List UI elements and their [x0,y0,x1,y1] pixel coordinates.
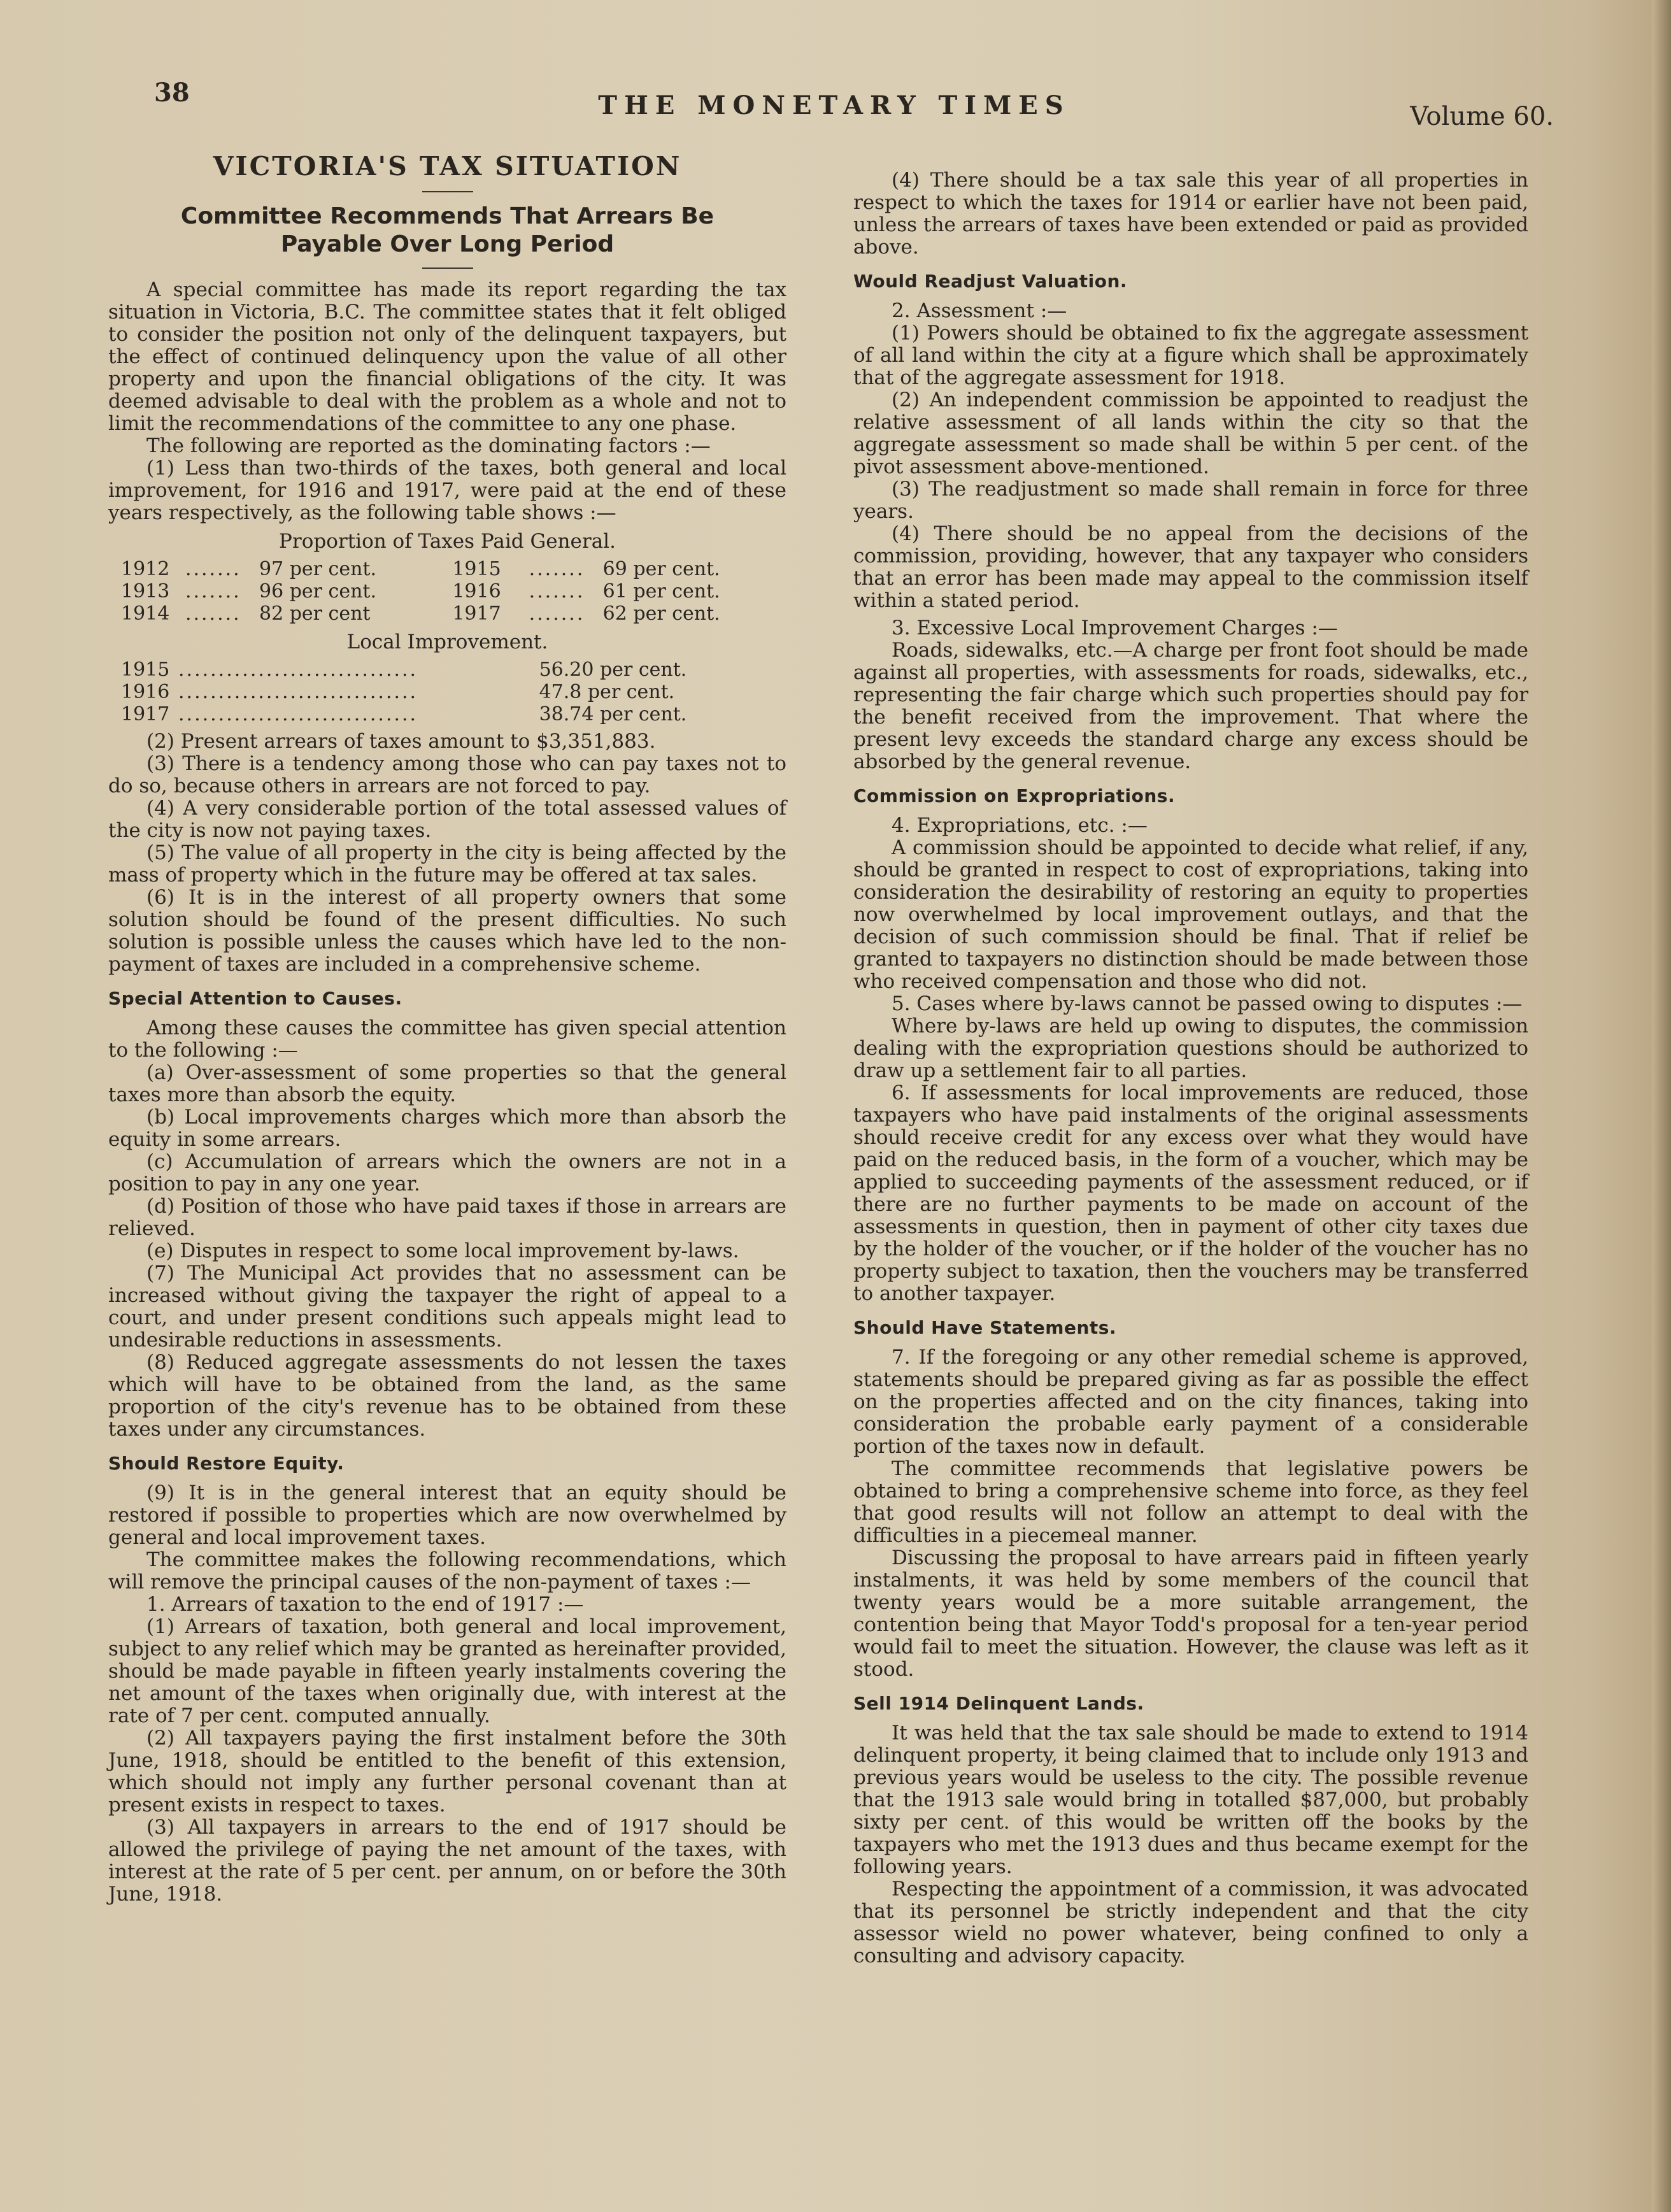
percent-cell: 96 per cent. [259,580,377,603]
section-heading-special: Special Attention to Causes. [108,988,402,1009]
title-divider [422,191,473,192]
percent-cell: 62 per cent. [602,603,720,625]
table-row [121,558,758,580]
article-title: VICTORIA'S TAX SITUATION [213,151,682,182]
rec-6: 6. If assessments for local improvements are reduced, those taxpayers who have paid instalments of the original assessments should receive credit for any excess over what they would have paid on the reduced basis, in the form of a voucher, which may be applied to succeeding payments of the assessment reduced, or if there are no further payments to be made on account of the assessments in question, then in payment of other city taxes due by the holder of the voucher, or if the holder of the voucher has no property subject to taxation, then the vouchers may be transferred to another taxpayer. [853,1081,1528,1305]
rec-2-head: 2. Assessment :— [892,299,1067,322]
article-subtitle: Committee Recommends That Arrears Be Payable Over Long Period [180,203,715,257]
year-cell: 1916 [452,580,501,603]
rec-2-1: (1) Powers should be obtained to fix the aggregate assessment of all land within the city at a figure which shall be approximately that of the aggregate assessment for 1918. [853,322,1528,389]
percent-cell: 82 per cent [259,603,371,625]
commission-paragraph: Respecting the appointment of a commission, it was advocated that its personnel be strictly independent and that the city assessor wield no power whatever, being confined to only a consulting and advisory capacity. [853,1878,1528,1967]
percent-cell: 38.74 per cent. [539,703,687,725]
cause-b: (b) Local improvements charges which more than absorb the equity in some arrears. [108,1106,786,1151]
factor-1: (1) Less than two-thirds of the taxes, both general and local improvement, for 1916 and 1917, were paid at the end of these years respectively, as the following table shows :— [108,457,786,524]
year-cell: 1915 [452,558,501,580]
factor-5: (5) The value of all property in the city is being affected by the mass of property which in the future may be offered at tax sales. [108,841,786,887]
rec-4-body: A commission should be appointed to decide what relief, if any, should be granted in respect to cost of expropriations, taking into consideration the desirability of restoring an equity to properties now overwhelmed by local improvement outlays, and that the decision of such commission should be final. That if relief be granted to taxpayers no distinction should be made between those who received compensation and those who did not. [853,836,1528,993]
section-heading-valuation: Would Readjust Valuation. [853,271,1128,292]
factor-4: (4) A very considerable portion of the total assessed values of the city is now not paying taxes. [108,797,786,842]
volume-label: Volume 60. [1410,102,1554,131]
percent-cell: 56.20 per cent. [539,659,687,681]
rec-7: 7. If the foregoing or any other remedial scheme is approved, statements should be prepared giving as far as possible the effect on the properties affected and on the city finances, taking into consideration the probable early payment of a considerable portion of the taxes now in default. [853,1346,1528,1458]
section-heading-sell: Sell 1914 Delinquent Lands. [853,1693,1144,1714]
section-heading-statements: Should Have Statements. [853,1317,1117,1338]
left-column [108,150,786,1906]
dot-leader: .............................. [178,703,418,725]
cause-a: (a) Over-assessment of some properties so that the general taxes more than absorb the equity. [108,1061,786,1106]
table-row [121,580,758,603]
right-column [853,169,1528,1967]
rec-5-head: 5. Cases where by-laws cannot be passed owing to disputes :— [892,992,1523,1015]
factor-9: (9) It is in the general interest that an equity should be restored if possible to properties which are now overwhelmed by general and local improvement taxes. [108,1481,786,1549]
page-header [115,75,1554,131]
table-local-caption: Local Improvement. [346,631,548,653]
page-edge [1652,0,1671,2212]
percent-cell: 61 per cent. [602,580,720,603]
year-cell: 1916 [121,681,170,703]
year-cell: 1912 [121,558,170,580]
intro-paragraph: A special committee has made its report regarding the tax situation in Victoria, B.C. The committee states that it felt obliged to consider the position not only of the delinquent taxpayers, but the effect of continued delinquency upon the value of all other property and upon the financial obligations of the city. It was deemed advisable to deal with the problem as a whole and not to limit the recommendations of the committee to any one phase. [108,278,786,435]
year-cell: 1913 [121,580,170,603]
table-general-caption: Proportion of Taxes Paid General. [279,530,616,553]
dot-leader: ....... [185,580,241,603]
factor-7: (7) The Municipal Act provides that no assessment can be increased without giving the taxpayer the right of appeal to a court, and under present conditions such appeals might lead to undesirable reductions in assessments. [108,1262,786,1352]
discussing-paragraph: Discussing the proposal to have arrears paid in fifteen yearly instalments, it was held by some members of the council that twenty years would be a more suitable arrangement, the contention being that Mayor Todd's proposal for a ten-year period would fail to meet the situation. However, the clause was left as it stood. [853,1546,1528,1681]
year-cell: 1914 [121,603,170,625]
section-heading-equity: Should Restore Equity. [108,1453,345,1474]
rec-1-3: (3) All taxpayers in arrears to the end of 1917 should be allowed the privilege of paying the net amount of the taxes, with interest at the rate of 5 per cent. per annum, on or before the 30th June, 1918. [108,1816,786,1906]
legislative-paragraph: The committee recommends that legislative powers be obtained to bring a comprehensive scheme into force, as they feel that good results will not follow an attempt to deal with the difficulties in a piecemeal manner. [853,1457,1528,1547]
section-heading-expropriations: Commission on Expropriations. [853,785,1176,806]
cause-d: (d) Position of those who have paid taxes if those in arrears are relieved. [108,1195,786,1240]
year-cell: 1915 [121,659,170,681]
factor-8: (8) Reduced aggregate assessments do not lessen the taxes which will have to be obtained from the land, as the same proportion of the city's revenue has to be obtained from these taxes under any circumstances. [108,1351,786,1441]
table-local [121,659,758,725]
rec-2-4: (4) There should be no appeal from the decisions of the commission, providing, however, that any taxpayer who considers that an error has been made may appeal to the commission itself within a stated period. [853,522,1528,612]
cause-e: (e) Disputes in respect to some local improvement by-laws. [146,1239,739,1262]
rec-3-head: 3. Excessive Local Improvement Charges :— [892,617,1338,639]
rec-1-head: 1. Arrears of taxation to the end of 1917 :— [146,1593,584,1616]
percent-cell: 47.8 per cent. [539,681,675,703]
cause-c: (c) Accumulation of arrears which the owners are not in a position to pay in any one year. [108,1150,786,1195]
dot-leader: .............................. [178,681,418,703]
factor-2: (2) Present arrears of taxes amount to $3,351,883. [146,730,656,753]
dot-leader: ....... [185,558,241,580]
recommend-intro: The committee makes the following recommendations, which will remove the principal causes of the non-payment of taxes :— [108,1548,786,1594]
special-intro: Among these causes the committee has given special attention to the following :— [108,1017,786,1062]
page-number: 38 [154,78,190,108]
percent-cell: 97 per cent. [259,558,377,580]
table-general [121,558,758,625]
rec-3-body: Roads, sidewalks, etc.—A charge per front foot should be made against all properties, with assessments for roads, sidewalks, etc., representing the fair charge which such properties should pay for the benefit received from the improvement. That where the present levy exceeds the standard charge any excess should be absorbed by the general revenue. [853,639,1528,773]
year-cell: 1917 [121,703,170,725]
table-row [121,703,758,725]
sell-paragraph: It was held that the tax sale should be made to extend to 1914 delinquent property, it being claimed that to include only 1913 and previous years would be useless to the city. The possible revenue that the 1913 sale would bring in totalled $87,000, but probably sixty per cent. of this would be written off the books by the taxpayers who met the 1913 dues and thus became exempt for the following years. [853,1722,1528,1878]
rec-1-4: (4) There should be a tax sale this year of all properties in respect to which the taxes for 1914 or earlier have not been paid, unless the arrears of taxes have been extended or paid as provided above. [853,169,1528,259]
percent-cell: 69 per cent. [602,558,720,580]
table-row [121,681,758,703]
dot-leader: .............................. [178,659,418,681]
dot-leader: ....... [529,558,585,580]
year-cell: 1917 [452,603,501,625]
dot-leader: ....... [529,580,585,603]
dot-leader: ....... [185,603,241,625]
factor-6: (6) It is in the interest of all property owners that some solution should be found of the present difficulties. No such solution is possible unless the causes which have led to the non-payment of taxes are included in a comprehensive scheme. [108,886,786,976]
journal-title: THE MONETARY TIMES [598,90,1070,120]
factors-intro: The following are reported as the dominating factors :— [146,434,711,457]
factor-3: (3) There is a tendency among those who can pay taxes not to do so, because others in arrears are not forced to pay. [108,752,786,797]
subtitle-divider [422,268,473,269]
rec-5-body: Where by-laws are held up owing to disputes, the commission dealing with the expropriation questions should be authorized to draw up a settlement fair to all parties. [853,1015,1528,1082]
rec-1-2: (2) All taxpayers paying the first instalment before the 30th June, 1918, should be entitled to the benefit of this extension, which should not imply any further personal covenant than at present exists in respect to taxes. [108,1727,786,1816]
dot-leader: ....... [529,603,585,625]
rec-2-2: (2) An independent commission be appointed to readjust the relative assessment of all lands within the city so that the aggregate assessment so made shall be within 5 per cent. of the pivot assessment above-mentioned. [853,389,1528,478]
table-row [121,659,758,681]
table-row [121,603,758,625]
rec-4-head: 4. Expropriations, etc. :— [892,814,1148,837]
rec-2-3: (3) The readjustment so made shall remain in force for three years. [853,478,1528,523]
rec-1-1: (1) Arrears of taxation, both general and local improvement, subject to any relief which may be granted as hereinafter provided, should be made payable in fifteen yearly instalments covering the net amount of the taxes when originally due, with interest at the rate of 7 per cent. computed annually. [108,1615,786,1727]
